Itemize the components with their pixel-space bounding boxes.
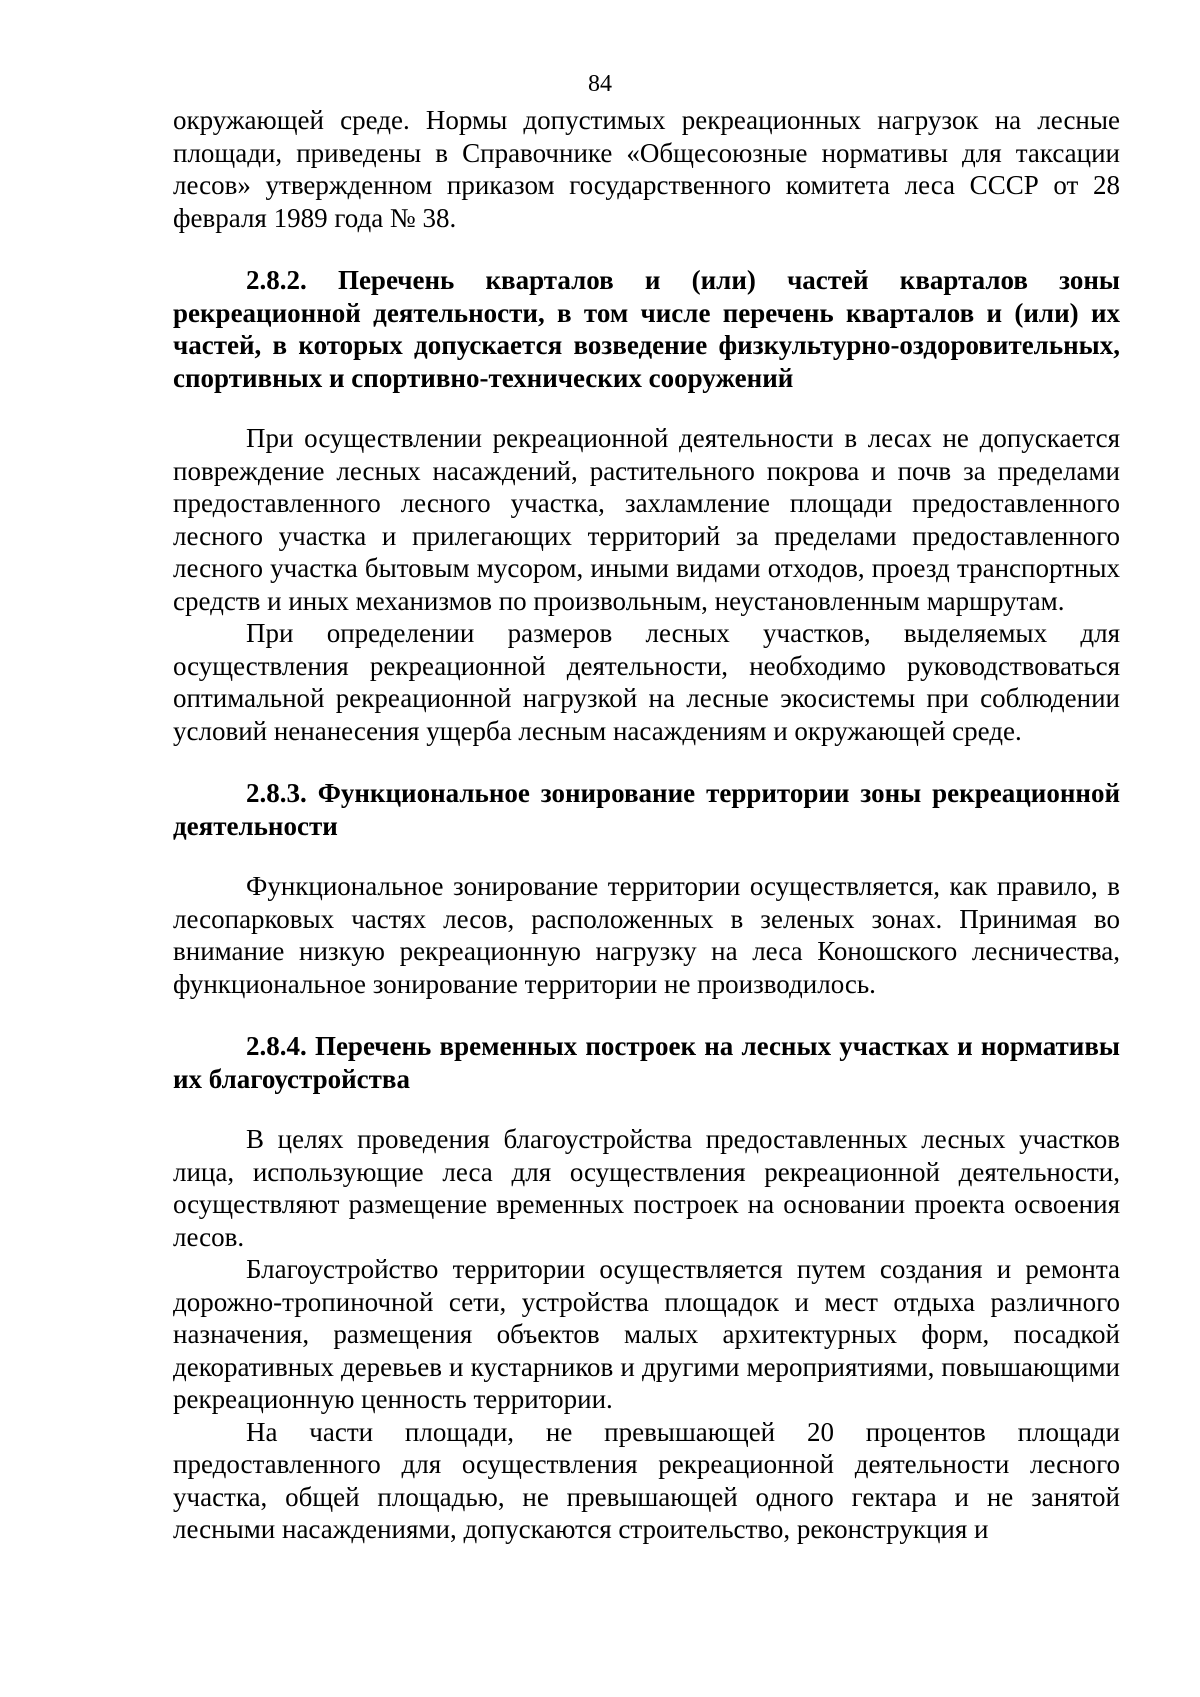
paragraph: При определении размеров лесных участков, выделяемых для осуществления рекреационной деятельности, необходимо руководствоваться оптимальной рекреационной нагрузкой на лесные экосистемы при соблюдении условий ненанесения ущерба лесным насаждениям и окружающей среде.	[173, 618, 1120, 746]
document-body	[173, 104, 1120, 1546]
paragraph: При осуществлении рекреационной деятельности в лесах не допускается повреждение лесных насаждений, растительного покрова и почв за пределами предоставленного лесного участка, захламление площади предоставленного лесного участка и прилегающих территорий за пределами предоставленного лесного участка бытовым мусором, иными видами отходов, проезд транспортных средств и иных механизмов по произвольным, неустановленным маршрутам.	[173, 423, 1120, 616]
section-heading-2-8-3: 2.8.3. Функциональное зонирование территории зоны рекреационной деятельности	[173, 778, 1120, 841]
section-heading-2-8-2: 2.8.2. Перечень кварталов и (или) частей кварталов зоны рекреационной деятельности, в том числе перечень кварталов и (или) их частей, в которых допускается возведение физкультурно-оздоровительных, спортивных и спортивно-технических сооружений	[173, 265, 1120, 393]
paragraph: Функциональное зонирование территории осуществляется, как правило, в лесопарковых частях лесов, расположенных в зеленых зонах. Принимая во внимание низкую рекреационную нагрузку на леса Коношского лесничества, функциональное зонирование территории не производилось.	[173, 871, 1120, 999]
paragraph-continuation: окружающей среде. Нормы допустимых рекреационных нагрузок на лесные площади, приведены в Справочнике «Общесоюзные нормативы для таксации лесов» утвержденном приказом государственного комитета леса СССР от 28 февраля 1989 года № 38.	[173, 105, 1120, 233]
paragraph: В целях проведения благоустройства предоставленных лесных участков лица, использующие леса для осуществления рекреационной деятельности, осуществляют размещение временных построек на основании проекта освоения лесов.	[173, 1124, 1120, 1252]
paragraph: Благоустройство территории осуществляется путем создания и ремонта дорожно-тропиночной сети, устройства площадок и мест отдыха различного назначения, размещения объектов малых архитектурных форм, посадкой декоративных деревьев и кустарников и другими мероприятиями, повышающими рекреационную ценность территории.	[173, 1254, 1120, 1414]
paragraph: На части площади, не превышающей 20 процентов площади предоставленного для осуществления рекреационной деятельности лесного участка, общей площадью, не превышающей одного гектара и не занятой лесными насаждениями, допускаются строительство, реконструкция и	[173, 1416, 1120, 1544]
page-number: 84	[588, 71, 612, 97]
section-heading-2-8-4: 2.8.4. Перечень временных построек на лесных участках и нормативы их благоустройства	[173, 1031, 1120, 1094]
